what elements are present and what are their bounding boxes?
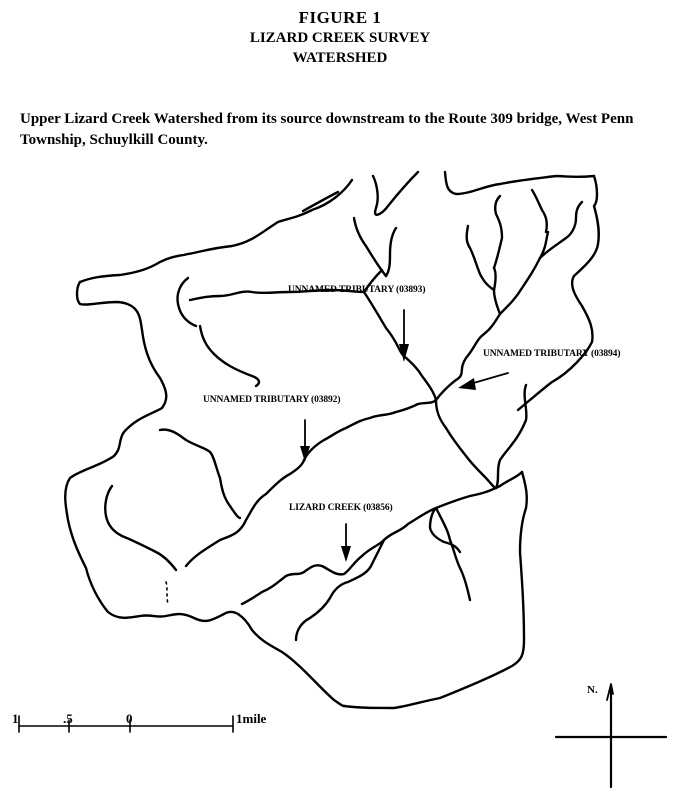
figure-title: FIGURE 1 <box>298 8 382 27</box>
north-label: N. <box>587 684 598 696</box>
map-caption: Upper Lizard Creek Watershed from its source downstream to the Route 309 bridge, West Penn Township, Schuylkill County. <box>20 111 634 148</box>
arrow-03894 <box>470 373 508 384</box>
watershed-title: WATERSHED <box>292 50 388 66</box>
scale-label-half: .5 <box>63 711 73 726</box>
label-trib-03894: UNNAMED TRIBUTARY (03894) <box>483 349 621 359</box>
scale-label-1mile: 1mile <box>236 711 267 726</box>
scale-label-1: 1 <box>12 711 19 726</box>
scale-label-0: 0 <box>126 711 133 726</box>
label-lizard-creek: LIZARD CREEK (03856) <box>289 503 393 513</box>
label-trib-03893: UNNAMED TRIBUTARY (03893) <box>288 285 426 295</box>
watershed-boundary <box>65 172 599 708</box>
label-trib-03892: UNNAMED TRIBUTARY (03892) <box>203 395 341 405</box>
survey-title: LIZARD CREEK SURVEY <box>249 30 431 46</box>
north-arrow <box>556 684 666 787</box>
